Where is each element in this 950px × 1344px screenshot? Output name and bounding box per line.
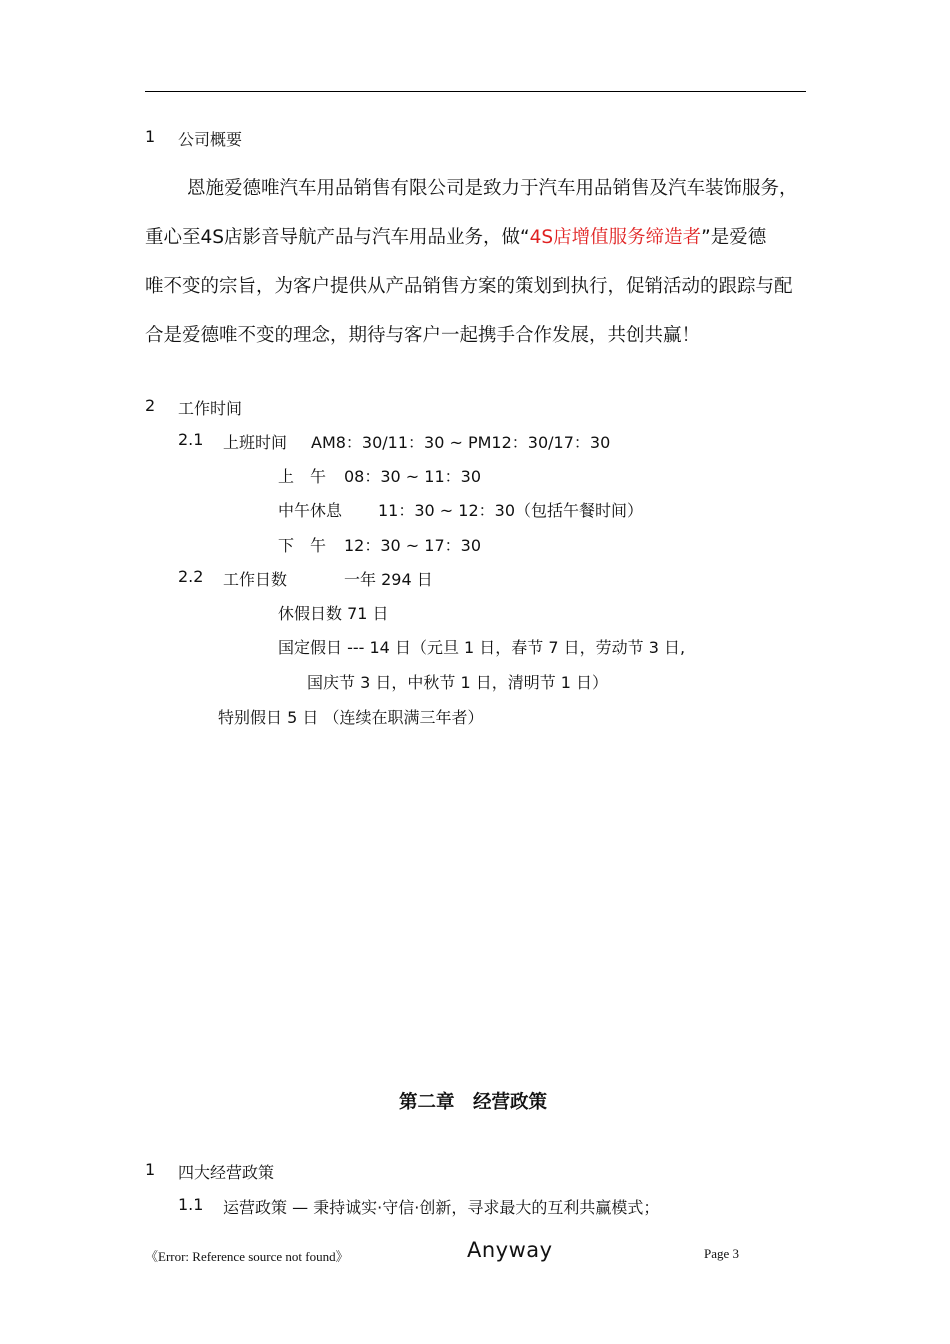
- section-number: 1: [145, 1160, 156, 1179]
- intro-line-1: 恩施爱德唯汽车用品销售有限公司是致力于汽车用品销售及汽车装饰服务，: [187, 178, 798, 199]
- morning-value: 08：30 ~ 11：30: [344, 467, 482, 486]
- afternoon-label: 下 午: [278, 536, 327, 555]
- subsection-number: 2.2: [178, 567, 204, 586]
- chapter-title: 第二章 经营政策: [399, 1092, 548, 1113]
- work-days-label: 工作日数: [223, 570, 288, 589]
- section-title: 公司概要: [178, 130, 243, 149]
- noon-value: 11：30 ~ 12：30（包括午餐时间）: [378, 501, 644, 520]
- intro-line-2-a: 重心至4S店影音导航产品与汽车用品业务，做“: [145, 227, 530, 248]
- footer-page-number: Page 3: [704, 1246, 740, 1261]
- header-rule: [145, 91, 806, 92]
- subsection-number: 1.1: [178, 1195, 204, 1214]
- intro-line-4: 合是爱德唯不变的理念，期待与客户一起携手合作发展，共创共赢！: [145, 325, 701, 346]
- holiday-days: 休假日数 71 日: [278, 604, 389, 623]
- intro-highlight: 4S店增值服务缔造者: [529, 227, 702, 248]
- footer-reference: 《Error: Reference source not found》: [145, 1249, 349, 1264]
- section-number: 2: [145, 396, 156, 415]
- afternoon-value: 12：30 ~ 17：30: [344, 536, 482, 555]
- section-title: 四大经营政策: [178, 1163, 275, 1182]
- national-holidays-1: 国定假日 --- 14 日（元旦 1 日，春节 7 日，劳动节 3 日,: [278, 638, 686, 657]
- subsection-number: 2.1: [178, 430, 204, 449]
- work-hours-label: 上班时间: [223, 433, 288, 452]
- work-days-value: 一年 294 日: [344, 570, 433, 589]
- morning-label: 上 午: [278, 467, 327, 486]
- intro-line-2: [145, 223, 766, 249]
- operation-policy: 运营政策 — 秉持诚实·守信·创新，寻求最大的互利共赢模式；: [223, 1198, 660, 1217]
- section-title: 工作时间: [178, 399, 243, 418]
- special-holidays: 特别假日 5 日 （连续在职满三年者）: [218, 708, 484, 727]
- footer-brand: Anyway: [467, 1238, 553, 1262]
- intro-line-3: 唯不变的宗旨，为客户提供从产品销售方案的策划到执行，促销活动的跟踪与配: [145, 276, 793, 297]
- intro-line-2-b: ”是爱德: [701, 227, 767, 248]
- section-number: 1: [145, 127, 156, 146]
- work-hours-value: AM8：30/11：30 ~ PM12：30/17：30: [311, 433, 611, 452]
- national-holidays-2: 国庆节 3 日，中秋节 1 日，清明节 1 日）: [307, 673, 609, 692]
- noon-label: 中午休息: [278, 501, 343, 520]
